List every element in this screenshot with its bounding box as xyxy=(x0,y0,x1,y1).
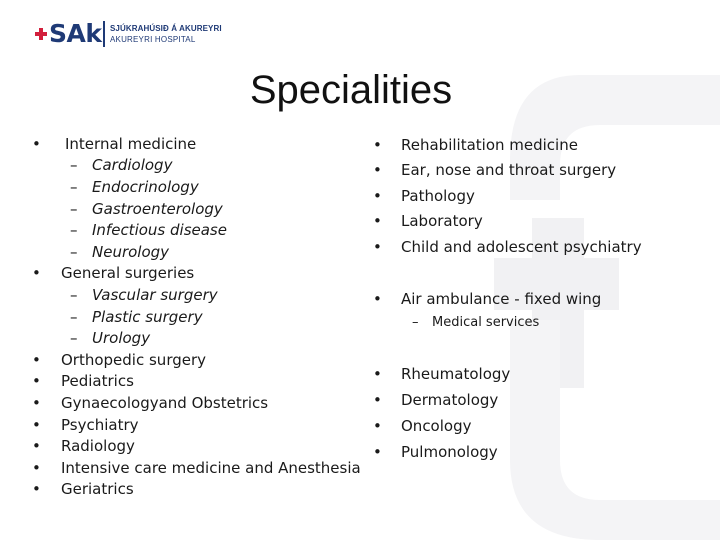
list-item-label: Radiology xyxy=(61,437,135,455)
sub-item: Neurology xyxy=(92,243,170,261)
list-item-label: Pulmonology xyxy=(401,443,498,461)
list-item-label: Internal medicine xyxy=(65,135,197,153)
list-item-label: Pathology xyxy=(401,187,475,205)
list-item-label: Child and adolescent psychiatry xyxy=(401,238,642,256)
sub-item: Vascular surgery xyxy=(92,286,218,304)
list-item-label: Ear, nose and throat surgery xyxy=(401,161,617,179)
sub-item: Cardiology xyxy=(92,156,173,174)
sub-item: Gastroenterology xyxy=(92,200,223,218)
sub-item: Endocrinology xyxy=(92,178,199,196)
bullet: • xyxy=(373,290,382,308)
logo-hospital-name-icelandic: SJÚKRAHÚSIÐ Á AKUREYRI xyxy=(110,24,222,33)
list-item-label: Geriatrics xyxy=(61,480,134,498)
bullet: • xyxy=(373,417,382,435)
sub-item: Plastic surgery xyxy=(92,308,203,326)
bullet: • xyxy=(373,136,382,154)
bullet: • xyxy=(32,416,41,434)
red-cross-icon xyxy=(35,28,47,40)
list-item-label: Gynaecologyand Obstetrics xyxy=(61,394,269,412)
list-item-label: Rheumatology xyxy=(401,365,511,383)
sub-dash: – xyxy=(412,315,419,330)
list-item-label: Intensive care medicine and Anesthesia xyxy=(61,459,361,477)
bullet: • xyxy=(373,161,382,179)
sub-item: Infectious disease xyxy=(92,221,227,239)
bullet: • xyxy=(32,459,41,477)
sub-dash: – xyxy=(70,243,78,261)
bullet: • xyxy=(32,264,41,282)
bullet: • xyxy=(32,480,41,498)
list-item-label: General surgeries xyxy=(61,264,195,282)
sub-dash: – xyxy=(70,286,78,304)
list-item-label: Orthopedic surgery xyxy=(61,351,207,369)
bullet: • xyxy=(373,212,382,230)
list-item-label: Laboratory xyxy=(401,212,483,230)
list-item-label: Psychiatry xyxy=(61,416,139,434)
slide-title: Specialities xyxy=(249,68,453,112)
list-item-label: Oncology xyxy=(401,417,472,435)
bullet: • xyxy=(32,394,41,412)
sub-dash: – xyxy=(70,200,78,218)
sub-dash: – xyxy=(70,156,78,174)
sub-dash: – xyxy=(70,178,78,196)
bullet: • xyxy=(373,443,382,461)
bullet: • xyxy=(373,391,382,409)
sub-item: Urology xyxy=(92,329,151,347)
bullet: • xyxy=(32,351,41,369)
list-item-label: Rehabilitation medicine xyxy=(401,136,578,154)
sub-dash: – xyxy=(70,308,78,326)
logo-separator xyxy=(103,21,105,47)
sub-item: Medical services xyxy=(432,315,540,330)
sub-dash: – xyxy=(70,329,78,347)
list-item-label: Dermatology xyxy=(401,391,499,409)
bullet: • xyxy=(32,135,41,153)
logo-hospital-name-english: AKUREYRI HOSPITAL xyxy=(110,35,196,44)
list-item-label: Air ambulance - fixed wing xyxy=(401,290,602,308)
bullet: • xyxy=(32,437,41,455)
list-item-label: Pediatrics xyxy=(61,372,134,390)
bullet: • xyxy=(373,238,382,256)
sub-dash: – xyxy=(70,221,78,239)
bullet: • xyxy=(32,372,41,390)
bullet: • xyxy=(373,187,382,205)
list-item xyxy=(32,135,41,153)
bullet: • xyxy=(373,365,382,383)
logo-wordmark: SAk xyxy=(49,19,102,48)
